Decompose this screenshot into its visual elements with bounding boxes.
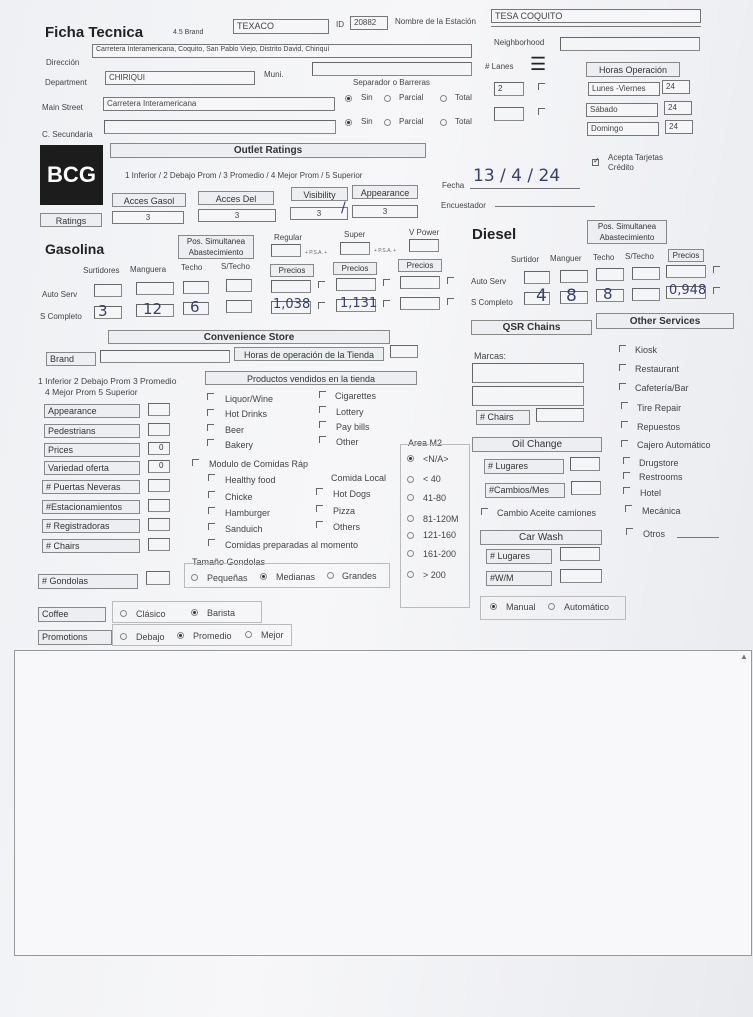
outlet-ratings-header [110,143,426,158]
gas-surtidores-handwritten: 3 [98,302,108,320]
gas-col-manguera: Manguera [130,265,167,274]
cs-pedestrians-label[interactable]: Pedestrians [44,424,140,438]
diesel-pos-simultanea-button[interactable]: Pos. Simultanea Abastecimiento [587,220,667,244]
otros-line [677,537,719,538]
cs-registradoras-label[interactable]: # Registradoras [42,519,140,533]
kiosk-checkbox[interactable] [619,345,626,352]
pay-bills-checkbox[interactable] [319,421,326,428]
coffee-button[interactable]: Coffee [38,607,106,622]
hot-drinks-checkbox[interactable] [207,409,214,416]
restaurant-label: Restaurant [635,364,680,374]
fecha-line [470,188,580,189]
rating-handwritten-slash: / [341,200,346,216]
modulo-checkbox[interactable] [192,459,199,466]
bakery-checkbox[interactable] [207,439,214,446]
area-40-radio[interactable] [407,476,414,483]
cambio-aceite-label: Cambio Aceite camiones [497,508,597,518]
cs-variedad-label[interactable]: Variedad oferta [44,461,140,475]
gas-col-stecho: S/Techo [221,262,250,271]
marcas-label: Marcas: [474,351,507,361]
horas-operacion-button[interactable]: Horas Operación [586,62,680,77]
drugstore-label: Drugstore [639,458,679,468]
oil-lugares-button[interactable]: # Lugares [484,459,564,474]
repuestos-label: Repuestos [637,422,681,432]
lanes-label: # Lanes [485,62,514,71]
promo-mejor-radio[interactable] [245,631,252,638]
coffee-group [112,601,262,623]
diesel-auto-precio[interactable] [666,265,706,278]
marcas-field-2[interactable] [472,386,584,406]
separador2-sin-label: Sin [361,117,373,126]
gas-auto-techo[interactable] [183,281,209,294]
gas-manguera-handwritten: 12 [143,300,163,318]
cs-scale-1: 1 Inferior 2 Debajo Prom 3 Promedio [38,376,177,386]
acces-del-value[interactable]: 3 [198,209,276,222]
gas-comp-check-2[interactable] [383,300,390,307]
qsr-chairs-field[interactable] [536,408,584,422]
cs-gondolas-label[interactable]: # Gondolas [38,574,138,589]
diesel-title: Diesel [472,226,517,243]
diesel-auto-surtidor[interactable] [524,271,550,284]
cs-prices-field[interactable]: 0 [148,442,170,455]
cs-prices-label[interactable]: Prices [44,443,140,457]
pizza-label: Pizza [333,506,356,516]
acces-del-button[interactable]: Acces Del [198,191,274,205]
diesel-precios-button[interactable]: Precios [668,249,704,262]
mecanica-label: Mecánica [642,506,681,516]
diesel-auto-serv-label: Auto Serv [471,277,507,286]
gas-auto-manguera[interactable] [136,282,174,295]
diesel-comp-check[interactable] [713,287,720,294]
acces-gasol-value[interactable]: 3 [112,211,184,224]
bakery-label: Bakery [225,440,254,450]
comidas-preparadas-label: Comidas preparadas al momento [225,540,359,550]
regular-label: Regular [274,233,303,242]
appearance-button[interactable]: Appearance [352,185,418,199]
cs-brand-field[interactable] [100,350,230,363]
cs-pedestrians-field[interactable] [148,423,170,436]
fecha-label: Fecha [442,181,465,190]
sanduich-checkbox[interactable] [208,523,215,530]
cajero-checkbox[interactable] [621,440,628,447]
gas-precios-button-3[interactable]: Precios [398,259,442,272]
oil-change-button[interactable]: Oil Change [472,437,602,452]
separador-total-radio[interactable] [440,95,447,102]
hours-weekday-field[interactable]: 24 [662,80,690,94]
sanduich-label: Sanduich [225,524,263,534]
gas-col-surtidores: Surtidores [83,266,120,275]
encuestador-line [495,206,595,207]
coffee-barista-label: Barista [207,608,236,618]
automatico-radio[interactable] [548,603,555,610]
vpower-field[interactable] [409,239,439,252]
area-label: Area M2 [408,438,443,448]
gas-auto-surtidores[interactable] [94,284,122,297]
separador-parcial-radio[interactable] [384,95,391,102]
area-na-label: <N/A> [423,454,449,464]
cigarettes-checkbox[interactable] [319,391,326,398]
area-81-120-label: 81-120M [423,514,459,524]
station-underline [491,26,701,27]
restaurant-checkbox[interactable] [619,364,626,371]
hotel-label: Hotel [640,488,662,498]
area-161-200-label: 161-200 [423,549,457,559]
cs-puertas-field[interactable] [148,479,170,492]
main-street-field[interactable]: Carretera Interamericana [103,97,335,111]
area-40-label: < 40 [423,474,441,484]
other-services-header: Other Services [596,313,734,329]
traffic-light-icon: ☰ [530,54,547,74]
muni-label: Muni. [264,70,284,79]
modulo-label: Modulo de Comidas Ráp [209,459,309,469]
super-field[interactable] [340,242,370,255]
others-checkbox[interactable] [316,521,323,528]
cs-scale-2: 4 Mejor Prom 5 Superior [45,387,138,397]
chicken-label: Chicke [225,492,253,502]
gas-auto-check-1[interactable] [318,281,325,288]
productos-vendidos-button[interactable]: Productos vendidos en la tienda [205,371,417,385]
appearance-value[interactable]: 3 [352,205,418,218]
cigarettes-label: Cigarettes [335,391,377,401]
page-title: Ficha Tecnica [45,24,144,41]
diesel-auto-techo[interactable] [596,268,624,281]
hamburger-label: Hamburger [225,508,271,518]
gas-precio-handwritten-2: 1,131 [340,296,378,311]
department-label: Department [45,78,87,87]
coffee-barista-radio[interactable] [191,609,198,616]
fecha-handwritten: 13 / 4 / 24 [473,166,561,186]
pizza-checkbox[interactable] [316,505,323,512]
notes-textarea[interactable] [14,650,752,956]
gas-comp-stecho[interactable] [226,300,252,313]
diesel-manguer-handwritten: 8 [566,286,577,306]
promo-promedio-radio[interactable] [177,632,184,639]
diesel-col-surtidor: Surtidor [511,255,540,264]
brand-label: 4.5 Brand [173,29,204,36]
area-161-200-radio[interactable] [407,550,414,557]
acepta-tarjetas-label: Acepta Tarjetas Crédito [608,153,663,172]
tire-repair-checkbox[interactable] [621,402,628,409]
healthy-food-label: Healthy food [225,475,276,485]
id-label: ID [336,20,344,29]
direccion-label: Dirección [46,58,80,67]
restrooms-label: Restrooms [639,472,683,482]
area-na-radio[interactable] [407,455,414,462]
gas-auto-precio-1[interactable] [271,280,311,293]
coffee-clasico-label: Clásico [136,609,166,619]
hours-sunday-field[interactable]: 24 [665,120,693,134]
lottery-label: Lottery [336,407,364,417]
diesel-col-stecho: S/Techo [625,252,654,261]
area-41-80-radio[interactable] [407,494,414,501]
gas-auto-check-3[interactable] [447,277,454,284]
gas-comp-check-3[interactable] [447,298,454,305]
gas-auto-precio-2[interactable] [336,278,376,291]
horas-tienda-button[interactable]: Horas de operación de la Tienda [234,347,384,361]
station-field[interactable]: TESA COQUITO [491,9,701,23]
promo-debajo-radio[interactable] [120,633,127,640]
secundaria-field[interactable] [104,120,336,134]
cs-gondolas-field[interactable] [146,571,170,585]
tamano-label: Tamaño Gondolas [192,557,266,567]
hours-saturday-field[interactable]: 24 [664,101,692,115]
cafeteria-label: Cafetería/Bar [635,383,689,393]
cs-puertas-label[interactable]: # Puertas Neveras [42,480,140,494]
hours-day-saturday: Sábado [586,103,658,117]
otros-checkbox[interactable] [626,528,633,535]
car-wash-button[interactable]: Car Wash [480,530,602,545]
acepta-tarjetas-checkbox[interactable]: ✓ [593,156,600,165]
tamano-grandes-label: Grandes [342,571,377,581]
diesel-precio-handwritten: 0,948 [669,283,707,298]
diesel-col-techo: Techo [593,253,615,262]
tamano-pequenas-label: Pequeñas [207,573,248,583]
tire-repair-label: Tire Repair [637,403,682,413]
cambios-mes-button[interactable]: #Cambios/Mes [485,483,565,498]
horas-tienda-field[interactable] [390,345,418,358]
diesel-auto-stecho[interactable] [632,267,660,280]
beer-checkbox[interactable] [207,424,214,431]
separador2-sin-radio[interactable] [345,119,352,126]
separador2-parcial-label: Parcial [399,117,424,126]
kiosk-label: Kiosk [635,345,658,355]
wash-lugares-field[interactable] [560,547,600,561]
healthy-food-checkbox[interactable] [208,474,215,481]
mecanica-checkbox[interactable] [625,505,632,512]
diesel-s-completo-label: S Completo [471,298,513,307]
convenience-store-header: Convenience Store [108,330,390,344]
tamano-grandes-radio[interactable] [327,572,334,579]
brand-field[interactable]: TEXACO [233,19,329,34]
other-label: Other [336,437,359,447]
oil-lugares-field[interactable] [570,457,600,471]
tamano-medianas-label: Medianas [276,572,316,582]
cs-appearance-field[interactable] [148,403,170,416]
cs-variedad-field[interactable]: 0 [148,460,170,473]
gas-precios-button-1[interactable]: Precios [270,264,314,277]
station-label: Nombre de la Estación [395,17,476,26]
cambios-mes-field[interactable] [571,481,601,495]
gas-precio-handwritten-1: 1,038 [273,297,311,312]
wash-wm-field[interactable] [560,569,602,583]
hotel-checkbox[interactable] [623,487,630,494]
gas-comp-precio-3[interactable] [400,297,440,310]
cs-estacionamientos-field[interactable] [148,499,170,512]
manual-radio[interactable] [490,603,497,610]
separador2-parcial-radio[interactable] [384,119,391,126]
gas-techo-handwritten: 6 [190,298,200,316]
cafeteria-checkbox[interactable] [619,383,626,390]
main-street-label: Main Street [42,103,83,112]
lanes-field[interactable]: 2 [494,82,524,96]
otros-label: Otros [643,529,666,539]
hours-day-sunday: Domingo [587,122,659,136]
diesel-auto-manguer[interactable] [560,270,588,283]
other-checkbox[interactable] [319,436,326,443]
gas-s-completo-label: S Completo [40,312,82,321]
gas-pos-simultanea-button[interactable]: Pos. Simultanea Abastecimiento [178,235,254,259]
repuestos-checkbox[interactable] [621,421,628,428]
automatico-label: Automático [564,602,610,612]
separador-sin-radio[interactable] [345,95,352,102]
visibility-value[interactable]: 3 [290,207,348,220]
brand-button[interactable]: Brand [46,352,96,366]
lottery-checkbox[interactable] [319,406,326,413]
coffee-clasico-radio[interactable] [120,610,127,617]
diesel-surtidor-handwritten: 4 [536,286,547,306]
area-81-120-radio[interactable] [407,515,414,522]
area-200-radio[interactable] [407,571,414,578]
area-200-label: > 200 [423,570,446,580]
cs-estacionamientos-label[interactable]: #Estacionamientos [42,500,140,514]
liquor-label: Liquor/Wine [225,394,274,404]
others-label: Others [333,522,361,532]
direccion-field[interactable]: Carretera Interamericana, Coquito, San Pablo Viejo, Distrito David, Chiriquí [92,44,472,58]
ratings-button[interactable]: Ratings [40,213,102,227]
wash-lugares-button[interactable]: # Lugares [486,549,552,564]
chicken-checkbox[interactable] [208,491,215,498]
hours-day-weekday: Lunes -Viernes [588,82,660,96]
gasolina-title: Gasolina [45,241,105,257]
vpower-label: V Power [409,228,440,237]
liquor-checkbox[interactable] [207,393,214,400]
area-121-160-label: 121-160 [423,530,457,540]
gas-auto-serv-label: Auto Serv [42,290,78,299]
comidas-preparadas-checkbox[interactable] [208,539,215,546]
qsr-chains-header: QSR Chains [471,320,592,335]
visibility-button[interactable]: Visibility [291,187,348,201]
regular-field[interactable] [271,244,301,257]
separador-sin-label: Sin [361,93,373,102]
gas-col-techo: Techo [181,263,203,272]
cambio-aceite-checkbox[interactable] [481,508,488,515]
separador-total-label: Total [455,93,472,102]
promotions-button[interactable]: Promotions [38,630,112,645]
gas-comp-check-1[interactable] [318,302,325,309]
diesel-comp-stecho[interactable] [632,288,660,301]
department-field[interactable]: CHIRIQUI [105,71,255,85]
hot-drinks-label: Hot Drinks [225,409,268,419]
psa-label-1: + P.S.A. + [305,250,328,256]
cs-chairs-label[interactable]: # Chairs [42,539,140,553]
cs-appearance-label[interactable]: Appearance [44,404,140,418]
wash-wm-button[interactable]: #W/M [486,571,552,586]
beer-label: Beer [225,425,245,435]
psa-label-2: + P.S.A. + [374,248,397,254]
tamano-medianas-radio[interactable] [260,573,267,580]
separador-parcial-label: Parcial [399,93,424,102]
tamano-pequenas-radio[interactable] [191,574,198,581]
lanes2-field[interactable] [494,107,524,121]
outlet-scale: 1 Inferior / 2 Debajo Prom / 3 Promedio / 4 Mejor Prom / 5 Superior [125,171,363,180]
gas-auto-stecho[interactable] [226,279,252,292]
diesel-auto-check[interactable] [713,266,720,273]
area-121-160-radio[interactable] [407,532,414,539]
lanes2-checkbox[interactable] [538,108,545,115]
pay-bills-label: Pay bills [336,422,370,432]
separador2-total-label: Total [455,117,472,126]
drugstore-checkbox[interactable] [623,457,630,464]
cs-registradoras-field[interactable] [148,518,170,531]
id-field[interactable]: 20882 [350,16,388,30]
super-label: Super [344,230,366,239]
neighborhood-field[interactable] [560,37,700,51]
encuestador-label: Encuestador [441,201,486,210]
cajero-label: Cajero Automático [637,440,711,450]
lanes-checkbox[interactable] [538,83,545,90]
cs-chairs-field[interactable] [148,538,170,551]
neighborhood-label: Neighborhood [494,38,545,47]
restrooms-checkbox[interactable] [623,472,630,479]
diesel-techo-handwritten: 8 [603,285,613,303]
gas-auto-check-2[interactable] [383,279,390,286]
promo-promedio-label: Promedio [193,631,232,641]
marcas-field-1[interactable] [472,363,584,383]
hamburger-checkbox[interactable] [208,507,215,514]
area-41-80-label: 41-80 [423,493,447,503]
gas-auto-precio-3[interactable] [400,276,440,289]
comida-local-label: Comida Local [331,473,387,483]
area-group [400,444,470,608]
promo-mejor-label: Mejor [261,630,284,640]
acces-gasol-button[interactable]: Acces Gasol [112,193,186,207]
gas-precios-button-2[interactable]: Precios [333,262,377,275]
qsr-chairs-button[interactable]: # Chairs [476,410,530,425]
promo-debajo-label: Debajo [136,632,165,642]
outlet-ratings-title: Outlet Ratings [233,145,303,156]
separador2-total-radio[interactable] [440,119,447,126]
secundaria-label: C. Secundaria [42,130,93,139]
muni-field[interactable] [312,62,472,76]
hot-dogs-checkbox[interactable] [316,488,323,495]
separador-label: Separador o Barreras [353,78,430,87]
scroll-up-icon[interactable]: ▲ [740,652,748,661]
diesel-col-manguer: Manguer [550,254,582,263]
manual-label: Manual [506,602,536,612]
hot-dogs-label: Hot Dogs [333,489,371,499]
bcg-logo: BCG [40,145,103,205]
